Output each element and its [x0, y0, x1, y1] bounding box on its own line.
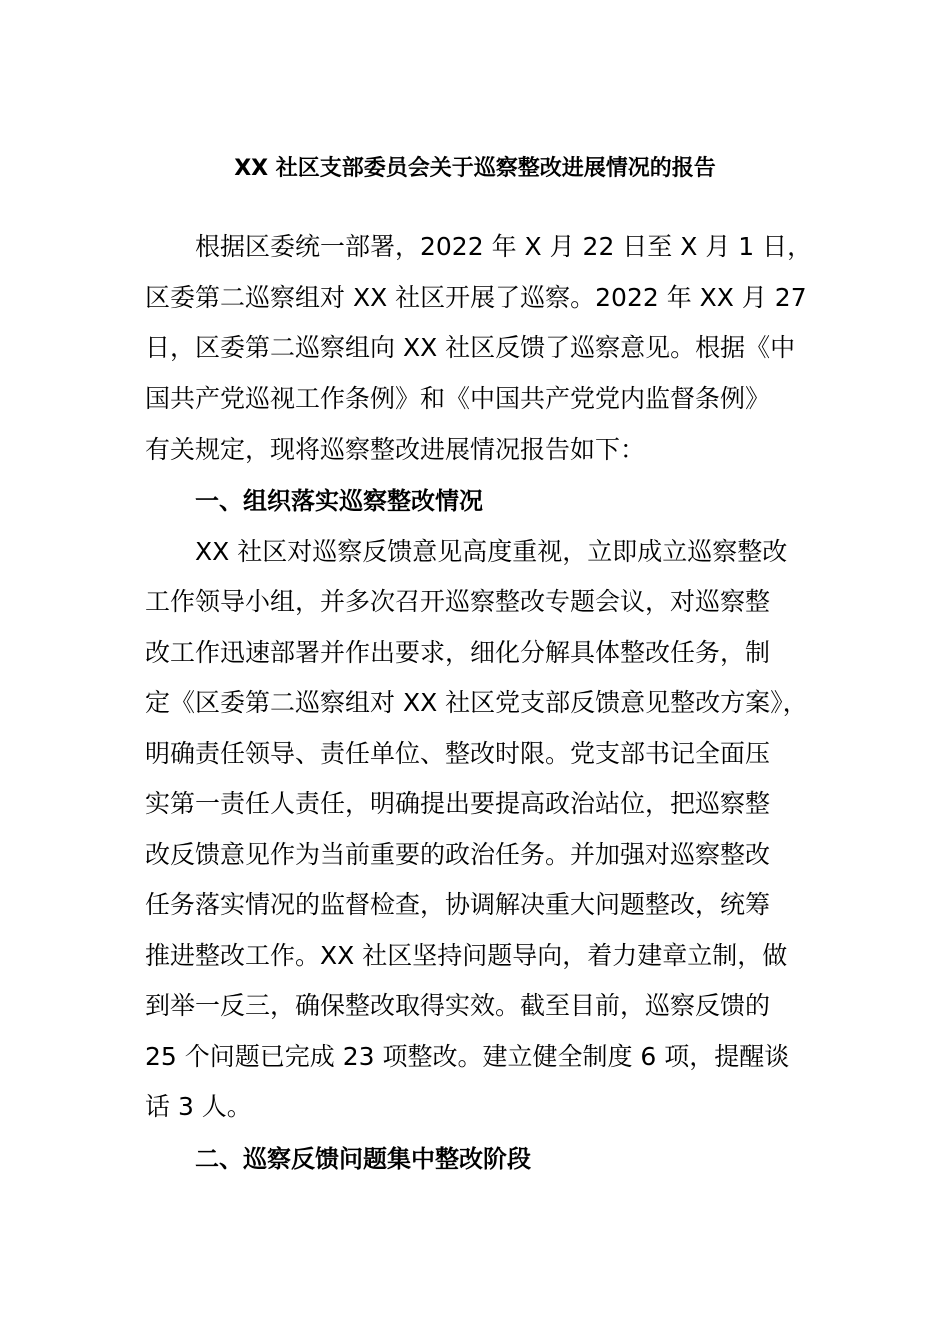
- document-title: XX 社区支部委员会关于巡察整改进展情况的报告: [234, 156, 716, 181]
- paragraph-line: 根据区委统一部署，2022 年 X 月 22 日至 X 月 1 日，: [195, 232, 813, 261]
- paragraph-line: 明确责任领导、责任单位、整改时限。党支部书记全面压: [145, 739, 771, 768]
- paragraph-line: 国共产党巡视工作条例》和《中国共产党党内监督条例》: [145, 384, 771, 413]
- paragraph-line: 推进整改工作。XX 社区坚持问题导向，着力建章立制，做: [145, 941, 788, 970]
- paragraph-line: 工作领导小组，并多次召开巡察整改专题会议，对巡察整: [145, 587, 771, 616]
- paragraph-line: 话 3 人。: [145, 1092, 252, 1121]
- section-heading: 一、组织落实巡察整改情况: [195, 487, 483, 515]
- paragraph-line: 定《区委第二巡察组对 XX 社区党支部反馈意见整改方案》，: [145, 688, 808, 717]
- paragraph-line: XX 社区对巡察反馈意见高度重视，立即成立巡察整改: [195, 537, 788, 566]
- paragraph-line: 改反馈意见作为当前重要的政治任务。并加强对巡察整改: [145, 840, 771, 869]
- paragraph-line: 实第一责任人责任，明确提出要提高政治站位，把巡察整: [145, 789, 771, 818]
- paragraph-line: 区委第二巡察组对 XX 社区开展了巡察。2022 年 XX 月 27: [145, 283, 807, 312]
- paragraph-line: 改工作迅速部署并作出要求，细化分解具体整改任务，制: [145, 638, 771, 667]
- paragraph-line: 日，区委第二巡察组向 XX 社区反馈了巡察意见。根据《中: [145, 333, 796, 362]
- paragraph-line: 任务落实情况的监督检查，协调解决重大问题整改，统筹: [145, 890, 771, 919]
- paragraph-line: 25 个问题已完成 23 项整改。建立健全制度 6 项，提醒谈: [145, 1042, 790, 1071]
- section-heading: 二、巡察反馈问题集中整改阶段: [195, 1145, 531, 1173]
- paragraph-line: 到举一反三，确保整改取得实效。截至目前，巡察反馈的: [145, 991, 771, 1020]
- paragraph-line: 有关规定，现将巡察整改进展情况报告如下：: [145, 435, 646, 464]
